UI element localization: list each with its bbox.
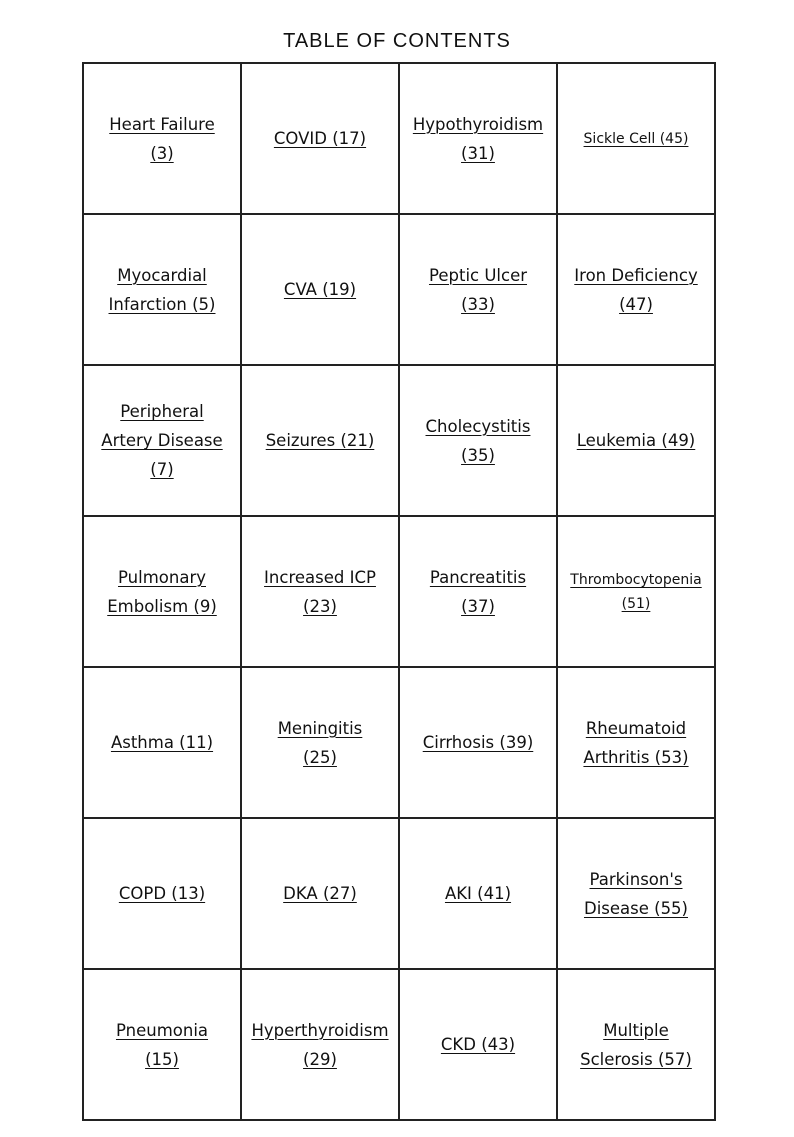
toc-entry-link[interactable] — [441, 1030, 515, 1059]
toc-entry-line: (33) — [461, 294, 495, 314]
toc-entry-line: Asthma (11) — [110, 733, 214, 752]
toc-cell — [557, 818, 715, 969]
toc-entry-line: Pneumonia — [115, 1020, 209, 1040]
toc-cell — [399, 667, 557, 818]
toc-cell — [557, 214, 715, 365]
toc-cell — [241, 365, 399, 516]
page-title: TABLE OF CONTENTS — [283, 30, 511, 52]
toc-entry-line: Arthritis (53) — [583, 747, 689, 767]
toc-cell — [241, 516, 399, 667]
toc-cell — [83, 969, 241, 1120]
toc-entry-link[interactable] — [119, 879, 205, 908]
toc-entry-link[interactable] — [251, 1016, 388, 1074]
toc-row — [83, 365, 715, 516]
toc-cell — [83, 63, 241, 214]
toc-entry-link[interactable] — [278, 714, 363, 772]
toc-cell — [399, 365, 557, 516]
toc-entry-line: Leukemia (49) — [576, 431, 696, 450]
toc-cell — [241, 214, 399, 365]
toc-cell — [557, 969, 715, 1120]
toc-entry-line: (7) — [150, 460, 174, 479]
toc-entry-line: Sclerosis (57) — [580, 1049, 692, 1069]
toc-entry-line: Peptic Ulcer — [428, 265, 528, 285]
toc-entry-line: Peripheral — [120, 402, 204, 421]
toc-entry-line: Disease (55) — [583, 898, 688, 918]
toc-cell — [557, 63, 715, 214]
toc-entry-link[interactable] — [423, 728, 534, 757]
toc-entry-line: (35) — [461, 445, 495, 465]
toc-entry-line: Artery Disease — [101, 431, 223, 450]
toc-entry-link[interactable] — [111, 728, 213, 757]
toc-entry-link[interactable] — [577, 426, 696, 455]
toc-cell — [83, 365, 241, 516]
toc-cell — [241, 667, 399, 818]
toc-entry-line: AKI (41) — [444, 884, 512, 903]
toc-entry-link[interactable] — [570, 568, 701, 616]
toc-entry-link[interactable] — [101, 397, 222, 484]
toc-entry-link[interactable] — [430, 563, 526, 621]
toc-entry-line: (23) — [303, 596, 337, 616]
toc-grid-body — [83, 63, 715, 1120]
toc-entry-line: Multiple — [603, 1020, 669, 1040]
toc-entry-line: Infarction (5) — [108, 294, 216, 314]
toc-entry-line: Sickle Cell (45) — [583, 130, 689, 147]
toc-entry-line: Heart Failure — [109, 114, 215, 134]
toc-entry-line: Hypothyroidism — [412, 114, 544, 134]
toc-entry-line: Seizures (21) — [265, 431, 375, 450]
toc-entry-line: (31) — [461, 143, 495, 163]
toc-cell — [83, 516, 241, 667]
toc-entry-line: CVA (19) — [283, 280, 357, 299]
toc-entry-line: (47) — [619, 294, 653, 314]
toc-entry-line: (3) — [150, 143, 174, 163]
toc-entry-line: Cholecystitis — [425, 416, 531, 436]
toc-entry-line: (51) — [621, 595, 651, 612]
toc-entry-link[interactable] — [584, 127, 689, 151]
toc-entry-link[interactable] — [284, 275, 356, 304]
toc-cell — [399, 818, 557, 969]
toc-entry-line: Pancreatitis — [429, 567, 527, 587]
toc-entry-line: Thrombocytopenia — [570, 571, 702, 588]
toc-cell — [241, 818, 399, 969]
toc-entry-line: (15) — [145, 1049, 179, 1069]
toc-entry-link[interactable] — [266, 426, 375, 455]
toc-grid — [82, 62, 716, 1121]
toc-row — [83, 969, 715, 1120]
toc-entry-link[interactable] — [583, 714, 688, 772]
toc-row — [83, 516, 715, 667]
toc-entry-line: Cirrhosis (39) — [422, 733, 534, 752]
toc-cell — [399, 969, 557, 1120]
toc-entry-link[interactable] — [116, 1016, 208, 1074]
toc-row — [83, 214, 715, 365]
toc-entry-link[interactable] — [283, 879, 357, 908]
toc-entry-line: CKD (43) — [440, 1035, 516, 1054]
toc-cell — [83, 667, 241, 818]
toc-entry-line: (29) — [303, 1049, 337, 1069]
toc-entry-link[interactable] — [264, 563, 376, 621]
toc-row — [83, 63, 715, 214]
toc-entry-line: Iron Deficiency — [574, 265, 698, 285]
toc-entry-line: Meningitis — [277, 718, 363, 738]
toc-entry-line: Pulmonary — [118, 567, 206, 587]
toc-entry-line: Rheumatoid — [585, 718, 687, 738]
toc-entry-link[interactable] — [584, 865, 688, 923]
toc-cell — [241, 969, 399, 1120]
toc-cell — [557, 516, 715, 667]
toc-entry-link[interactable] — [426, 412, 531, 470]
toc-entry-link[interactable] — [274, 124, 366, 153]
toc-entry-link[interactable] — [445, 879, 511, 908]
toc-entry-link[interactable] — [580, 1016, 692, 1074]
toc-entry-line: COVID (17) — [273, 129, 367, 148]
toc-entry-line: (25) — [303, 747, 337, 767]
toc-entry-line: DKA (27) — [283, 884, 357, 903]
toc-entry-line: COPD (13) — [118, 884, 206, 903]
toc-entry-line: Embolism (9) — [107, 596, 217, 616]
toc-entry-link[interactable] — [413, 110, 543, 168]
toc-entry-link[interactable] — [109, 110, 214, 168]
toc-entry-link[interactable] — [574, 261, 697, 319]
toc-entry-line: (37) — [461, 596, 495, 616]
toc-cell — [399, 214, 557, 365]
toc-entry-link[interactable] — [109, 261, 216, 319]
toc-entry-line: Increased ICP — [264, 567, 376, 587]
toc-cell — [399, 516, 557, 667]
toc-cell — [557, 365, 715, 516]
toc-entry-link[interactable] — [107, 563, 217, 621]
toc-cell — [241, 63, 399, 214]
toc-cell — [557, 667, 715, 818]
toc-entry-line: Hyperthyroidism — [251, 1020, 389, 1040]
toc-entry-line: Parkinson's — [589, 869, 683, 889]
toc-entry-link[interactable] — [429, 261, 527, 319]
toc-row — [83, 818, 715, 969]
toc-cell — [399, 63, 557, 214]
toc-row — [83, 667, 715, 818]
toc-cell — [83, 818, 241, 969]
toc-entry-line: Myocardial — [117, 265, 207, 285]
toc-cell — [83, 214, 241, 365]
